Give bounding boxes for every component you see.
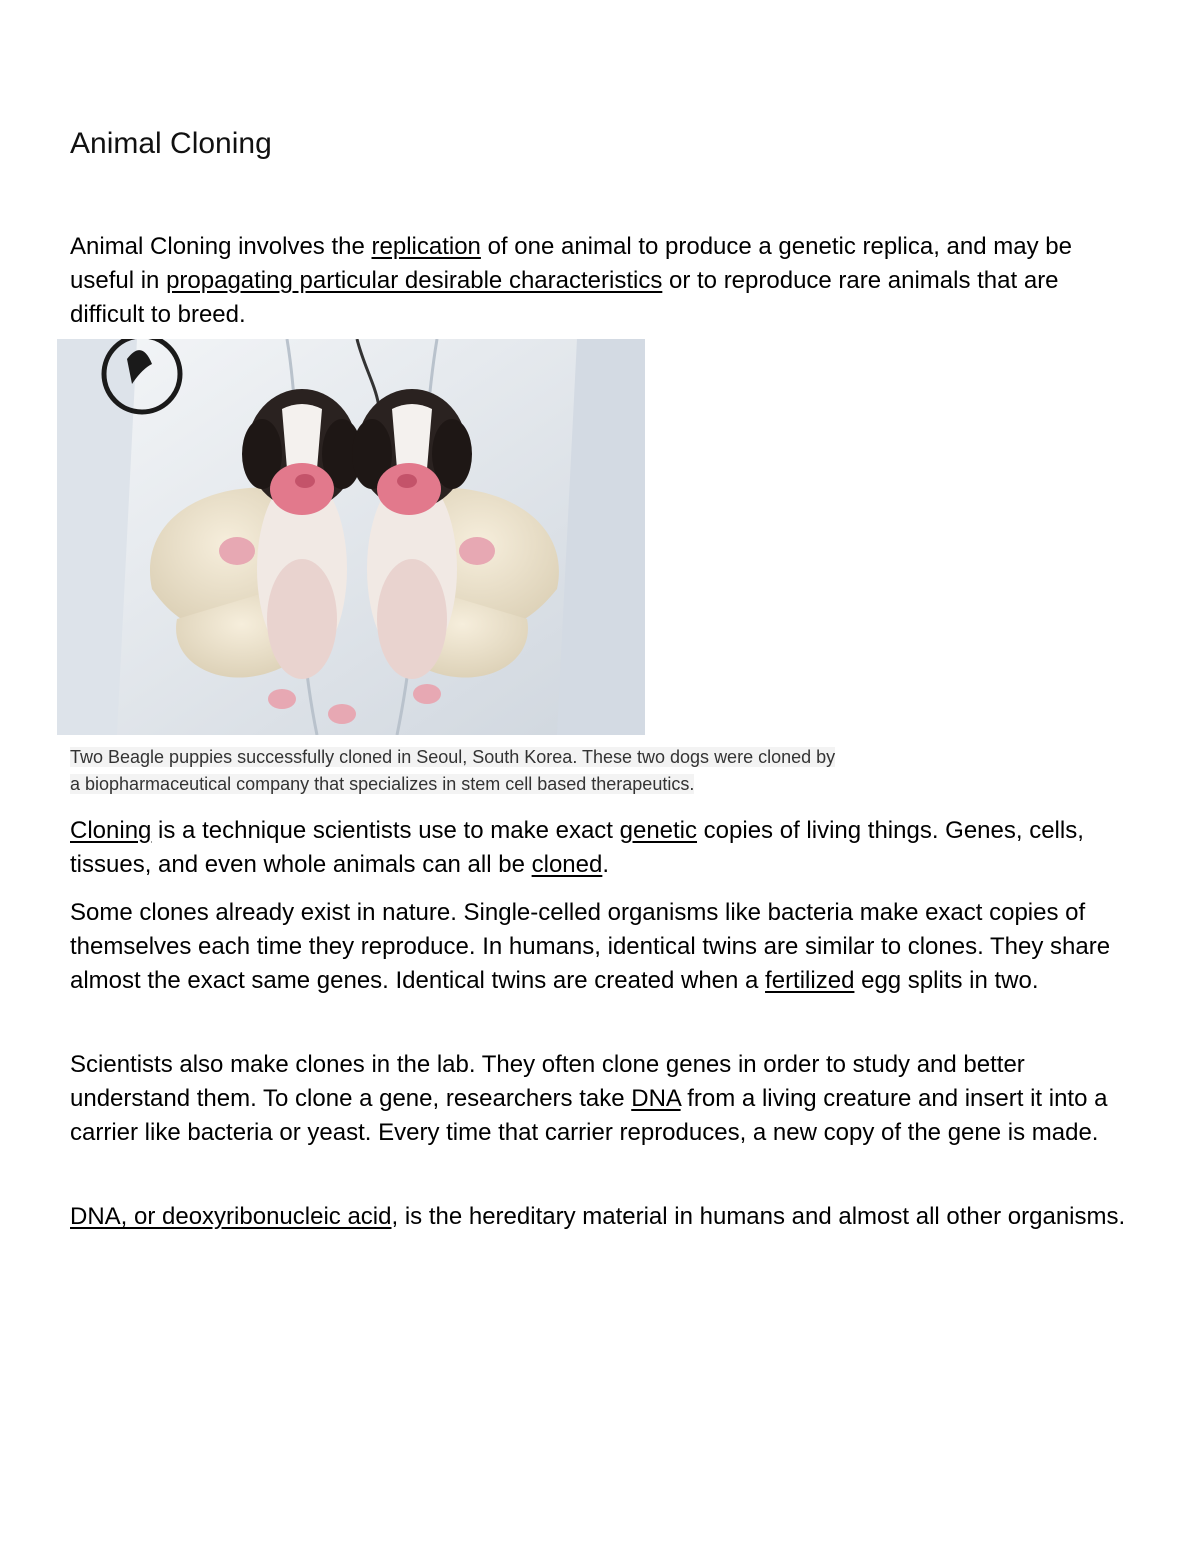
p3-text-2: from a living creature and insert it into a carrier like bacteria or yeast. Every time that carrier reproduces, a new copy of the gene is made.	[70, 1085, 1108, 1146]
term-genetic: genetic	[619, 817, 698, 844]
p4-text-1: , is the hereditary material in humans and almost all other organisms.	[391, 1203, 1126, 1230]
p1-text-2: copies of living things. Genes, cells, tissues, and even whole animals can all be	[70, 817, 1084, 878]
caption-line-1: Two Beagle puppies successfully cloned in Seoul, South Korea. These two dogs were cloned by	[70, 747, 836, 767]
photo-illustration	[57, 339, 645, 735]
intro-text-3: or to reproduce rare animals that are difficult to breed.	[70, 267, 1059, 328]
p2-text-1: Some clones already exist in nature. Single-celled organisms like bacteria make exact copies of themselves each time they reproduce. In humans, identical twins are similar to clones. They share almost the exact same genes. Identical twins are created when a	[70, 899, 1111, 994]
term-cloned: cloned	[531, 851, 603, 878]
lab-clones-paragraph	[70, 1048, 1130, 1150]
term-replication: replication	[371, 233, 481, 260]
p1-text-3: .	[602, 851, 610, 878]
caption-line-2: a biopharmaceutical company that specializes in stem cell based therapeutics.	[70, 774, 695, 794]
term-fertilized: fertilized	[765, 967, 855, 994]
natural-clones-paragraph	[70, 896, 1130, 998]
intro-text-2: of one animal to produce a genetic replica, and may be useful in	[70, 233, 1072, 294]
p2-text-2: egg splits in two.	[854, 967, 1039, 994]
term-dna: DNA	[631, 1085, 681, 1112]
photo-caption	[70, 744, 1030, 798]
page-title: Animal Cloning	[70, 127, 272, 160]
term-cloning: Cloning	[70, 817, 152, 844]
term-propagating: propagating particular desirable characteristics	[166, 267, 663, 294]
beagle-puppies-photo	[57, 339, 645, 735]
cloning-definition-paragraph	[70, 814, 1130, 882]
dna-definition-paragraph	[70, 1200, 1130, 1234]
term-deoxyribonucleic-acid: DNA, or deoxyribonucleic acid	[70, 1203, 392, 1230]
p3-text-1: Scientists also make clones in the lab. They often clone genes in order to study and better understand them. To clone a gene, researchers take	[70, 1051, 1025, 1112]
intro-text-1: Animal Cloning involves the	[70, 233, 372, 260]
intro-paragraph	[70, 230, 1130, 332]
p1-text-1: is a technique scientists use to make exact	[151, 817, 620, 844]
